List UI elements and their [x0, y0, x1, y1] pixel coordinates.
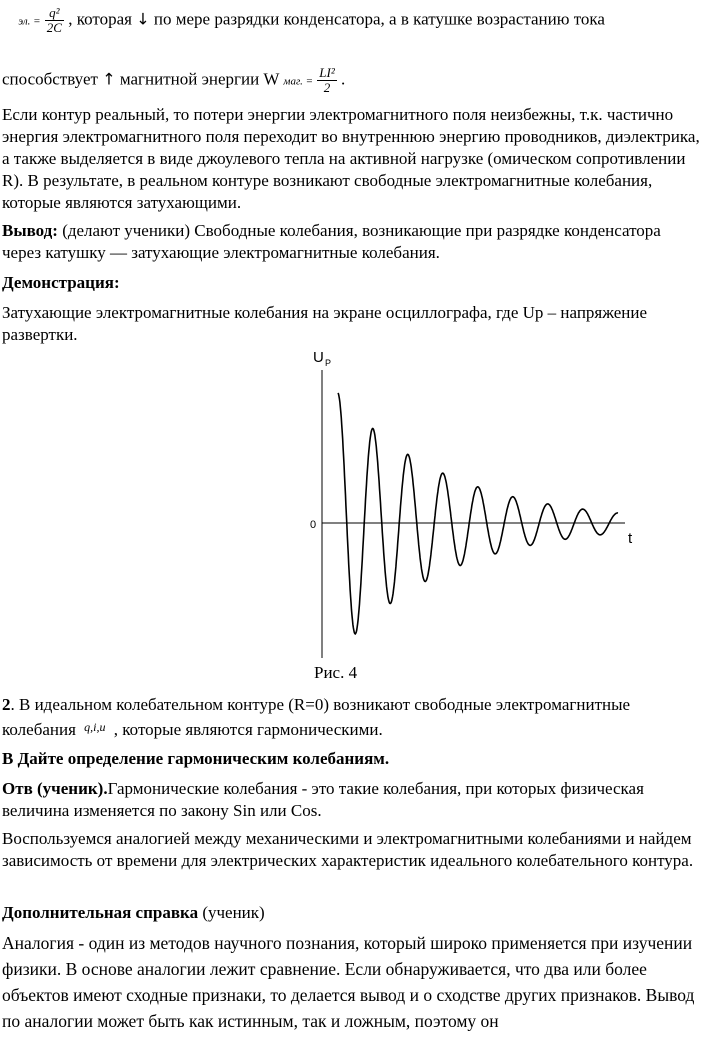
paragraph-analogy-definition: Аналогия - один из методов научного познания, который широко применяется при изучении физики. В основе аналогии лежит сравнение. Если обнаруживается, что два или более объектов имеют сходные признаки, то делается вывод и о сходстве других признаков. Вывод по аналогии может быть как истинным, так и ложным, поэтому он: [2, 933, 695, 1031]
line2-end: .: [340, 69, 346, 89]
qiu-formula: q,i,u: [84, 720, 106, 734]
heading-additional-info: [2, 902, 702, 924]
line1-text: , которая: [68, 9, 132, 29]
answer-text: Гармонические колебания - это такие колебания, при которых физическая величина изменяется по закону Sin или Cos.: [2, 779, 644, 820]
paragraph-answer: [2, 778, 702, 822]
heading-demonstration: [2, 272, 702, 294]
paragraph-oscilloscope: Затухающие электромагнитные колебания на экране осциллографа, где Up – напряжение развертки.: [2, 303, 648, 344]
line2-rest: магнитной энергии W: [119, 69, 280, 89]
conclusion-text: (делают ученики) Свободные колебания, возникающие при разрядке конденсатора через катушку — затухающие электромагнитные колебания.: [2, 221, 661, 262]
formula-line-1: [2, 6, 605, 42]
figure-caption: Рис. 4: [314, 663, 358, 682]
x-axis-label: t: [628, 530, 633, 547]
y-axis-sublabel: P: [325, 358, 332, 368]
paragraph-conclusion: [2, 220, 702, 264]
fraction-denominator: 2C: [46, 20, 62, 35]
demonstration-label: Демонстрация:: [2, 273, 120, 292]
conclusion-label: Вывод:: [2, 221, 58, 240]
answer-label: Отв (ученик).: [2, 779, 108, 798]
energy-electric-fraction: [45, 6, 64, 35]
energy-magnetic-fraction: [317, 66, 336, 95]
fraction-denominator: 2: [323, 80, 331, 95]
damped-wave-curve: [338, 393, 618, 634]
arrow-up-icon: ↑: [102, 69, 116, 89]
formula-line-2: [2, 66, 345, 102]
w-el-subscript: эл. =: [18, 15, 41, 28]
damped-oscillation-figure: [0, 340, 704, 670]
line2-text: способствует: [2, 69, 98, 89]
ideal-circuit-text: . В идеальном колебательном контуре (R=0) возникают свободные электромагнитные: [10, 695, 631, 714]
item-number: 2: [2, 695, 11, 714]
line1-rest: по мере разрядки конденсатора, а в катушке возрастанию тока: [153, 9, 605, 29]
task-definition: [2, 748, 702, 770]
paragraph-real-circuit: Если контур реальный, то потери энергии электромагнитного поля неизбежны, т.к. частично энергия электромагнитного поля переходит во внутреннюю энергию проводников, диэлектрика, а также выделяется в виде джоулевого тепла на активной нагрузке (омическом сопротивлении R). В результате, в реальном контуре возникают свободные электромагнитные колебания, которые являются затухающими.: [2, 105, 700, 212]
y-axis-label: U: [313, 349, 324, 366]
arrow-down-icon: ↓: [136, 9, 150, 29]
task-definition-text: В Дайте определение гармоническим колебаниям.: [2, 749, 390, 768]
ideal-circuit-line2: [2, 719, 383, 742]
harmonic-text: , которые являются гармоническими.: [113, 720, 383, 739]
additional-info-author: (ученик): [198, 903, 265, 922]
oscillations-word: колебания: [2, 720, 76, 739]
w-mag-subscript: маг. =: [283, 75, 314, 88]
zero-label: 0: [310, 519, 317, 531]
fraction-numerator: LI²: [319, 65, 335, 80]
fraction-numerator: q²: [45, 6, 64, 21]
paragraph-ideal-circuit: [2, 694, 702, 716]
paragraph-analogy-use: Воспользуемся аналогией между механическими и электромагнитными колебаниями и найдем зависимость от времени для электрических характеристик идеального колебательного контура.: [2, 829, 694, 870]
additional-info-label: Дополнительная справка: [2, 903, 199, 922]
